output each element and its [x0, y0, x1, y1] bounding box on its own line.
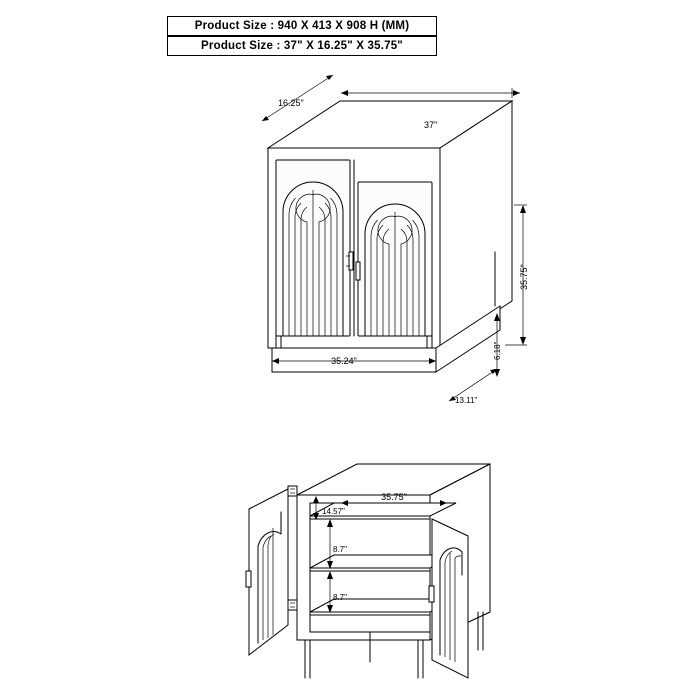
hinge-left-mid: [246, 571, 251, 587]
product-size-metric-label: Product Size : 940 X 413 X 908 H (MM): [194, 20, 410, 32]
dim-height-right-label: 35.75": [519, 264, 529, 290]
dim-shelf-top-label: 14.57": [322, 507, 345, 516]
dim-base-depth-label: 13.11": [455, 396, 478, 405]
hinge-right-mid: [429, 586, 434, 602]
open-door-right: [429, 519, 468, 678]
hinge-left-bottom: [288, 600, 297, 610]
dim-width-top-label: 37": [424, 120, 438, 130]
open-door-left: [246, 486, 297, 655]
product-size-imperial-label: Product Size : 37" X 16.25" X 35.75": [201, 40, 403, 52]
hinge-left-top: [288, 486, 297, 496]
dim-interior-width-label: 35.75": [381, 492, 407, 502]
dim-shelf-bottom-label: 8.7": [333, 593, 347, 602]
dim-shelf-mid-label: 8.7": [333, 545, 347, 554]
dim-depth-top-label: 16.25": [278, 98, 304, 108]
dim-width-bottom-label: 35.24": [331, 356, 357, 366]
dim-leg-height-label: 6.18": [493, 341, 502, 360]
